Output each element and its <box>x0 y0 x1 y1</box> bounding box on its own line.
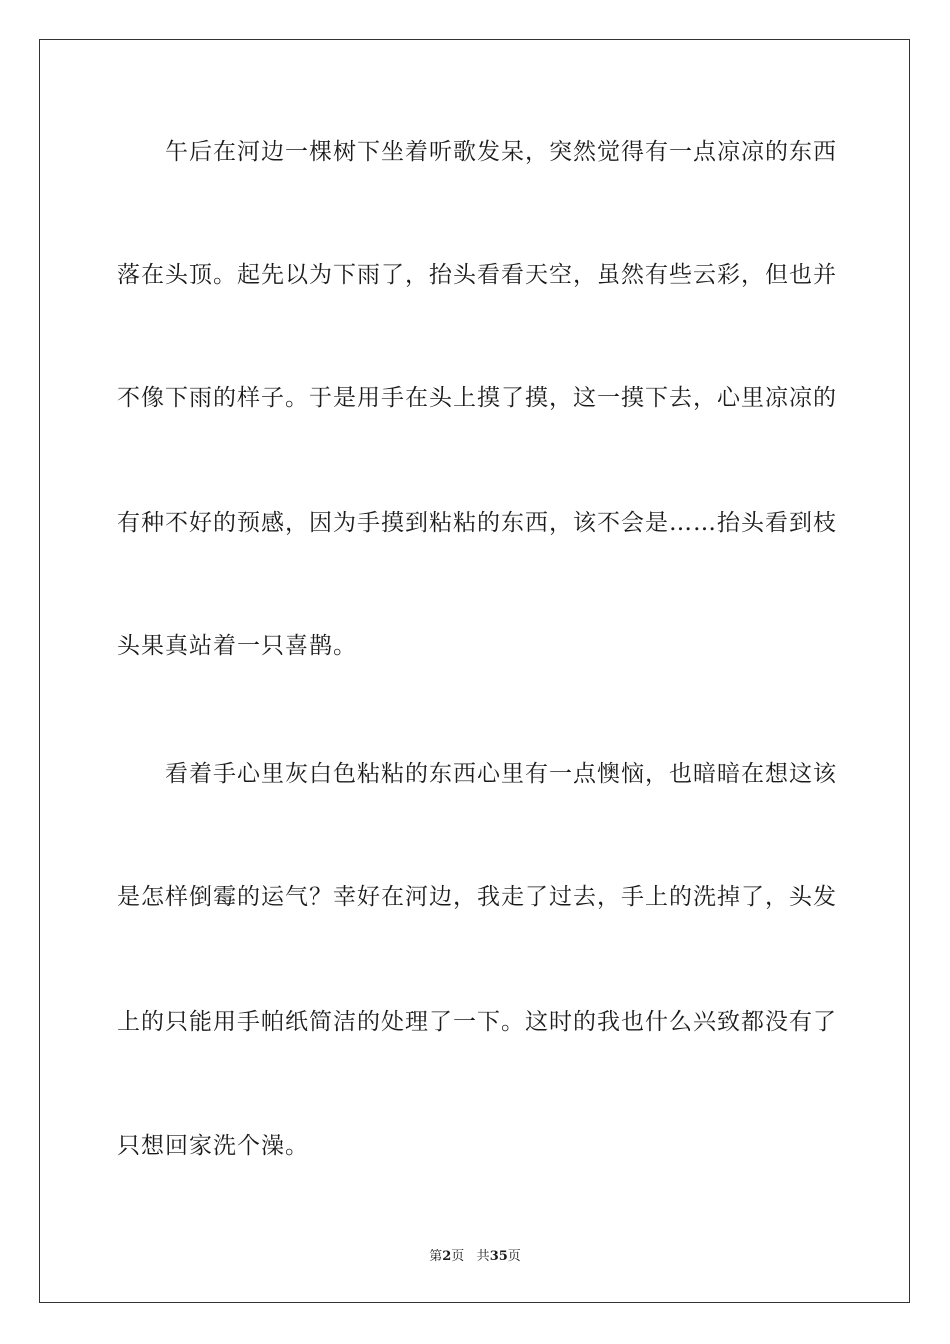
total-suffix: 页 <box>507 1249 521 1264</box>
page-prefix: 第 <box>429 1249 443 1264</box>
total-prefix: 共 <box>476 1249 490 1264</box>
page-number: 2 <box>442 1249 452 1264</box>
paragraph-1-line-1: 午后在河边一棵树下坐着听歌发呆，突然觉得有一点凉凉的东西 <box>165 139 837 165</box>
page-footer <box>0 1248 950 1266</box>
total-pages: 35 <box>489 1249 508 1264</box>
paragraph-1-line-3: 不像下雨的样子。于是用手在头上摸了摸，这一摸下去，心里凉凉的 <box>117 385 837 411</box>
paragraph-2-line-1: 看着手心里灰白色粘粘的东西心里有一点懊恼，也暗暗在想这该 <box>165 761 837 787</box>
paragraph-1-line-5: 头果真站着一只喜鹊。 <box>117 633 357 659</box>
paragraph-1-line-4: 有种不好的预感，因为手摸到粘粘的东西，该不会是……抬头看到枝 <box>117 510 837 536</box>
paragraph-2-line-2: 是怎样倒霉的运气？幸好在河边，我走了过去，手上的洗掉了，头发 <box>117 884 837 910</box>
paragraph-1-line-2: 落在头顶。起先以为下雨了，抬头看看天空，虽然有些云彩，但也并 <box>117 262 837 288</box>
page-suffix: 页 <box>451 1249 465 1264</box>
paragraph-2-line-4: 只想回家洗个澡。 <box>117 1133 309 1159</box>
paragraph-2-line-3: 上的只能用手帕纸简洁的处理了一下。这时的我也什么兴致都没有了 <box>117 1009 837 1035</box>
page-border <box>39 39 910 1303</box>
